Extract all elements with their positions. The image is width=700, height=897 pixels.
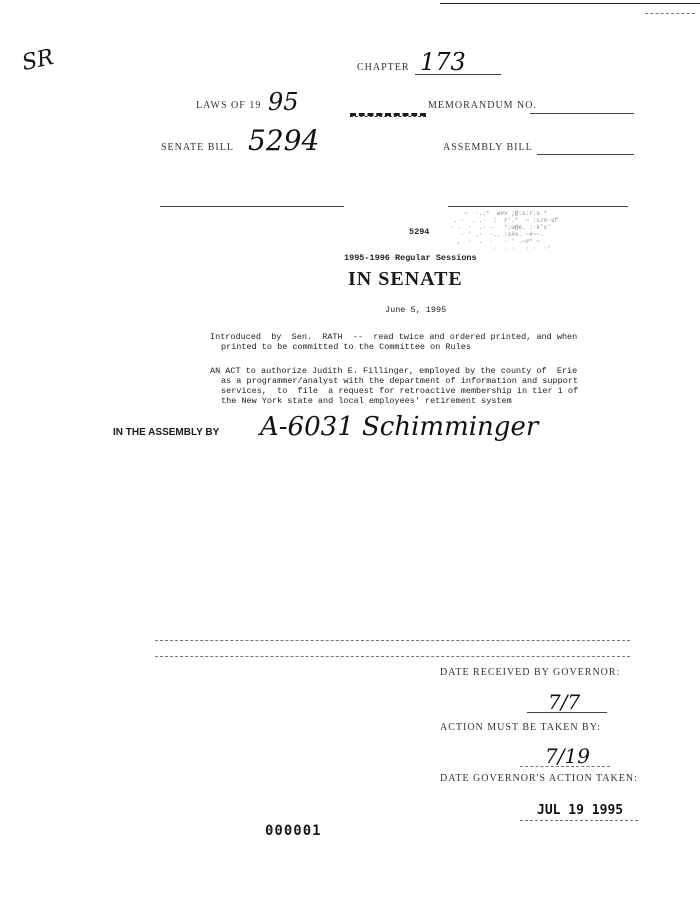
laws-value: 95 — [268, 88, 299, 116]
action-value: 7/19 — [545, 744, 590, 768]
assembly-bill-label: ASSEMBLY BILL — [443, 142, 533, 153]
chapter-value: 173 — [420, 48, 466, 76]
separator-line — [155, 656, 630, 657]
assembly-bill-underline — [537, 154, 634, 155]
scan-edge-line — [645, 13, 695, 14]
assembly-handwritten: A-6031 Schimminger — [260, 412, 539, 442]
senate-bill-label: SENATE BILL — [161, 142, 234, 153]
bill-date: June 5, 1995 — [385, 305, 447, 315]
laws-label: LAWS OF 19 — [196, 100, 262, 111]
act-line: as a programmer/analyst with the department of information and support — [221, 376, 579, 386]
corner-initials: SR — [19, 44, 56, 77]
action-label: ACTION MUST BE TAKEN BY: — [440, 722, 601, 733]
page-title: IN SENATE — [348, 268, 463, 290]
scan-noise: ~ ·.:* w#x ;@:s:r.s * . · . .· : r'.* ~ :c/#·sf · . · .· - *:u@e. :·k'x' · ' .· ·.. :s#x. ~#~~. , · . · · ' .~#* ~ · . · · · ·' — [450, 210, 559, 252]
intro-line: printed to be committed to the Committee on Rules — [221, 342, 471, 352]
laws-underline — [350, 113, 426, 117]
action-underline — [520, 766, 610, 767]
bill-number: 5294 — [409, 227, 430, 237]
chapter-label: CHAPTER — [357, 62, 410, 73]
session-text: 1995-1996 Regular Sessions — [344, 253, 477, 263]
memo-underline — [530, 113, 634, 114]
senate-bill-value: 5294 — [248, 124, 320, 157]
page-number: 000001 — [265, 823, 322, 839]
act-line: services, to file a request for retroactive membership in tier 1 of — [221, 386, 579, 396]
intro-line: Introduced by Sen. RATH -- read twice and ordered printed, and when — [210, 332, 578, 342]
memo-label: MEMORANDUM NO. — [428, 100, 538, 111]
separator-line — [155, 640, 630, 641]
taken-underline — [520, 820, 638, 821]
act-line: AN ACT to authorize Judith E. Fillinger, employed by the county of Erie — [210, 366, 578, 376]
separator-line — [448, 206, 628, 207]
separator-line — [160, 206, 344, 207]
received-underline — [527, 712, 607, 713]
scan-edge-line — [440, 3, 700, 4]
received-value: 7/7 — [548, 690, 581, 714]
assembly-label: IN THE ASSEMBLY BY — [113, 427, 220, 438]
act-line: the New York state and local employees' retirement system — [221, 396, 512, 406]
received-label: DATE RECEIVED BY GOVERNOR: — [440, 667, 621, 678]
taken-label: DATE GOVERNOR'S ACTION TAKEN: — [440, 773, 638, 784]
taken-stamp: JUL 19 1995 — [537, 803, 624, 818]
